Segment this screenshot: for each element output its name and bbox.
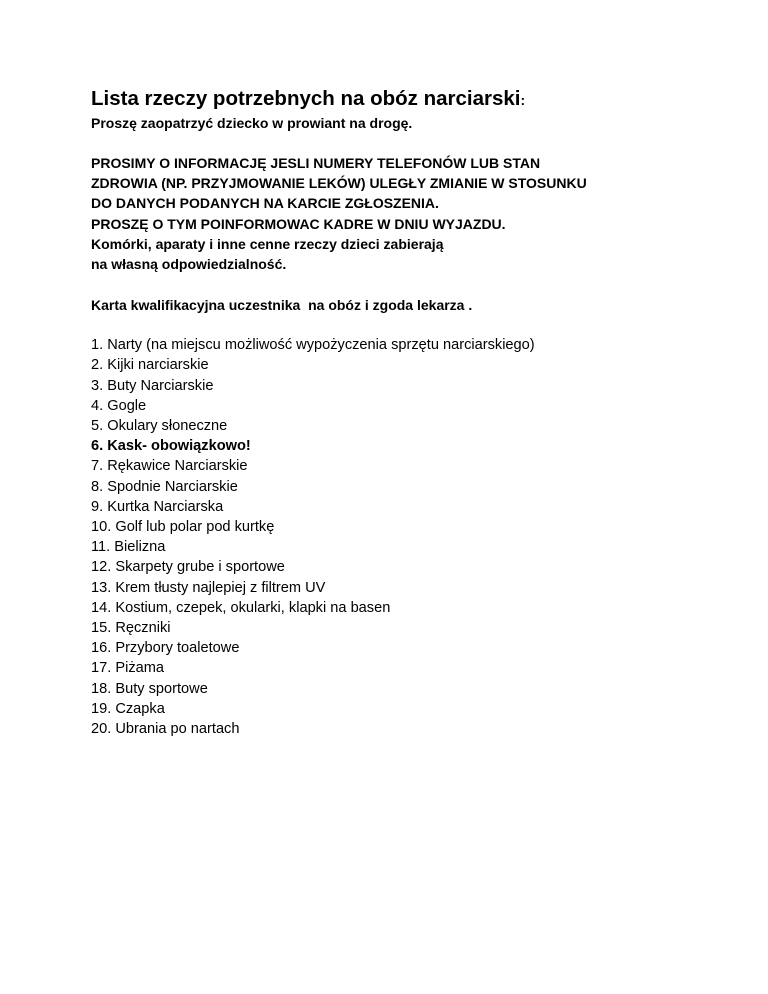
list-item: 6. Kask- obowiązkowo! <box>91 438 251 455</box>
notice-block <box>91 153 731 274</box>
list-item: 1. Narty (na miejscu możliwość wypożyczenia sprzętu narciarskiego) <box>91 337 535 354</box>
notice-line: ZDROWIA (NP. PRZYJMOWANIE LEKÓW) ULEGŁY ZMIANIE W STOSUNKU <box>91 175 587 192</box>
list-item: 9. Kurtka Narciarska <box>91 498 224 515</box>
document-title-colon: : <box>520 92 526 108</box>
list-item: 20. Ubrania po nartach <box>91 721 240 738</box>
notice-line: na własną odpowiedzialność. <box>91 256 287 273</box>
list-item: 14. Kostium, czepek, okularki, klapki na basen <box>91 599 391 616</box>
list-item: 15. Ręczniki <box>91 620 171 637</box>
list-item: 5. Okulary słoneczne <box>91 418 228 435</box>
qualification-card-note: Karta kwalifikacyjna uczestnika na obóz i zgoda lekarza . <box>91 297 473 314</box>
document-title <box>91 86 731 113</box>
list-item: 19. Czapka <box>91 700 165 717</box>
list-item: 16. Przybory toaletowe <box>91 640 240 657</box>
list-item: 13. Krem tłusty najlepiej z filtrem UV <box>91 579 326 596</box>
notice-line: PROSZĘ O TYM POINFORMOWAC KADRE W DNIU WYJAZDU. <box>91 215 506 232</box>
list-item: 8. Spodnie Narciarskie <box>91 478 238 495</box>
list-item: 4. Gogle <box>91 397 147 414</box>
document-title-text: Lista rzeczy potrzebnych na obóz narciarski <box>91 87 521 110</box>
list-item: 2. Kijki narciarskie <box>91 357 209 374</box>
document-page <box>91 86 731 739</box>
list-item: 11. Bielizna <box>91 539 166 556</box>
list-item: 18. Buty sportowe <box>91 680 208 697</box>
list-item: 3. Buty Narciarskie <box>91 377 214 394</box>
notice-line: DO DANYCH PODANYCH NA KARCIE ZGŁOSZENIA. <box>91 195 439 212</box>
list-item: 12. Skarpety grube i sportowe <box>91 559 285 576</box>
list-item: 17. Piżama <box>91 660 165 677</box>
equipment-list <box>91 335 731 739</box>
notice-line: Komórki, aparaty i inne cenne rzeczy dzieci zabierają <box>91 235 444 252</box>
notice-line: PROSIMY O INFORMACJĘ JESLI NUMERY TELEFONÓW LUB STAN <box>91 155 541 171</box>
list-item: 7. Rękawice Narciarskie <box>91 458 248 475</box>
provisions-note: Proszę zaopatrzyć dziecko w prowiant na drogę. <box>91 115 413 131</box>
list-item: 10. Golf lub polar pod kurtkę <box>91 519 275 536</box>
